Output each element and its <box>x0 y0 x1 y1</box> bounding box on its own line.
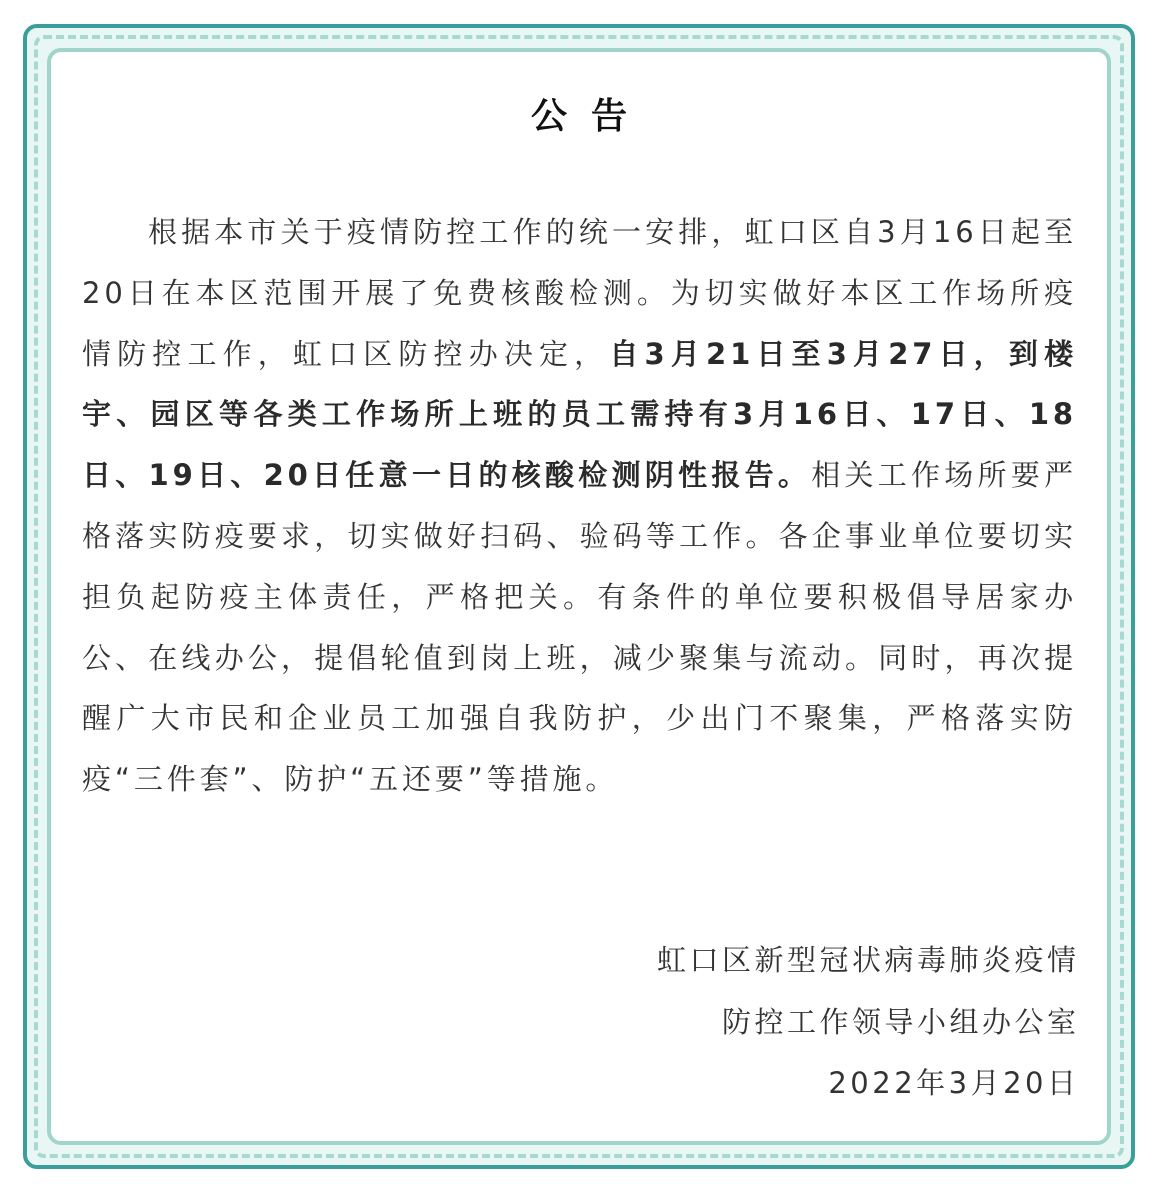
body-text-intro: 根据本市关于疫情防控工作的统一安排，虹口区自3月16日起至20日在本区范围开展了免费核酸检测。为切实做好本区工作场所疫情防控工作，虹口区防控办决定， <box>82 215 1077 371</box>
signature-block <box>656 930 1080 1115</box>
body-text-emphasis: 自3月21日至3月27日，到楼宇、园区等各类工作场所上班的员工需持有3月16日、17日、18日、19日、20日任意一日的核酸检测阴性报告。 <box>82 336 1077 493</box>
signature-date: 2022年3月20日 <box>828 1066 1080 1100</box>
notice-title: 公告 <box>530 96 651 137</box>
body-text-remainder: 相关工作场所要严格落实防疫要求，切实做好扫码、验码等工作。各企事业单位要切实担负起防疫主体责任，严格把关。有条件的单位要积极倡导居家办公、在线办公，提倡轮值到岗上班，减少聚集与流动。同时，再次提醒广大市民和企业员工加强自我防护，少出门不聚集，严格落实防疫“三件套”、防护“五还要”等措施。 <box>82 458 1077 797</box>
signature-org-line-1: 虹口区新型冠状病毒肺炎疫情 <box>656 943 1080 977</box>
signature-org-line-2: 防控工作领导小组办公室 <box>721 1004 1080 1039</box>
notice-body <box>82 202 1077 810</box>
